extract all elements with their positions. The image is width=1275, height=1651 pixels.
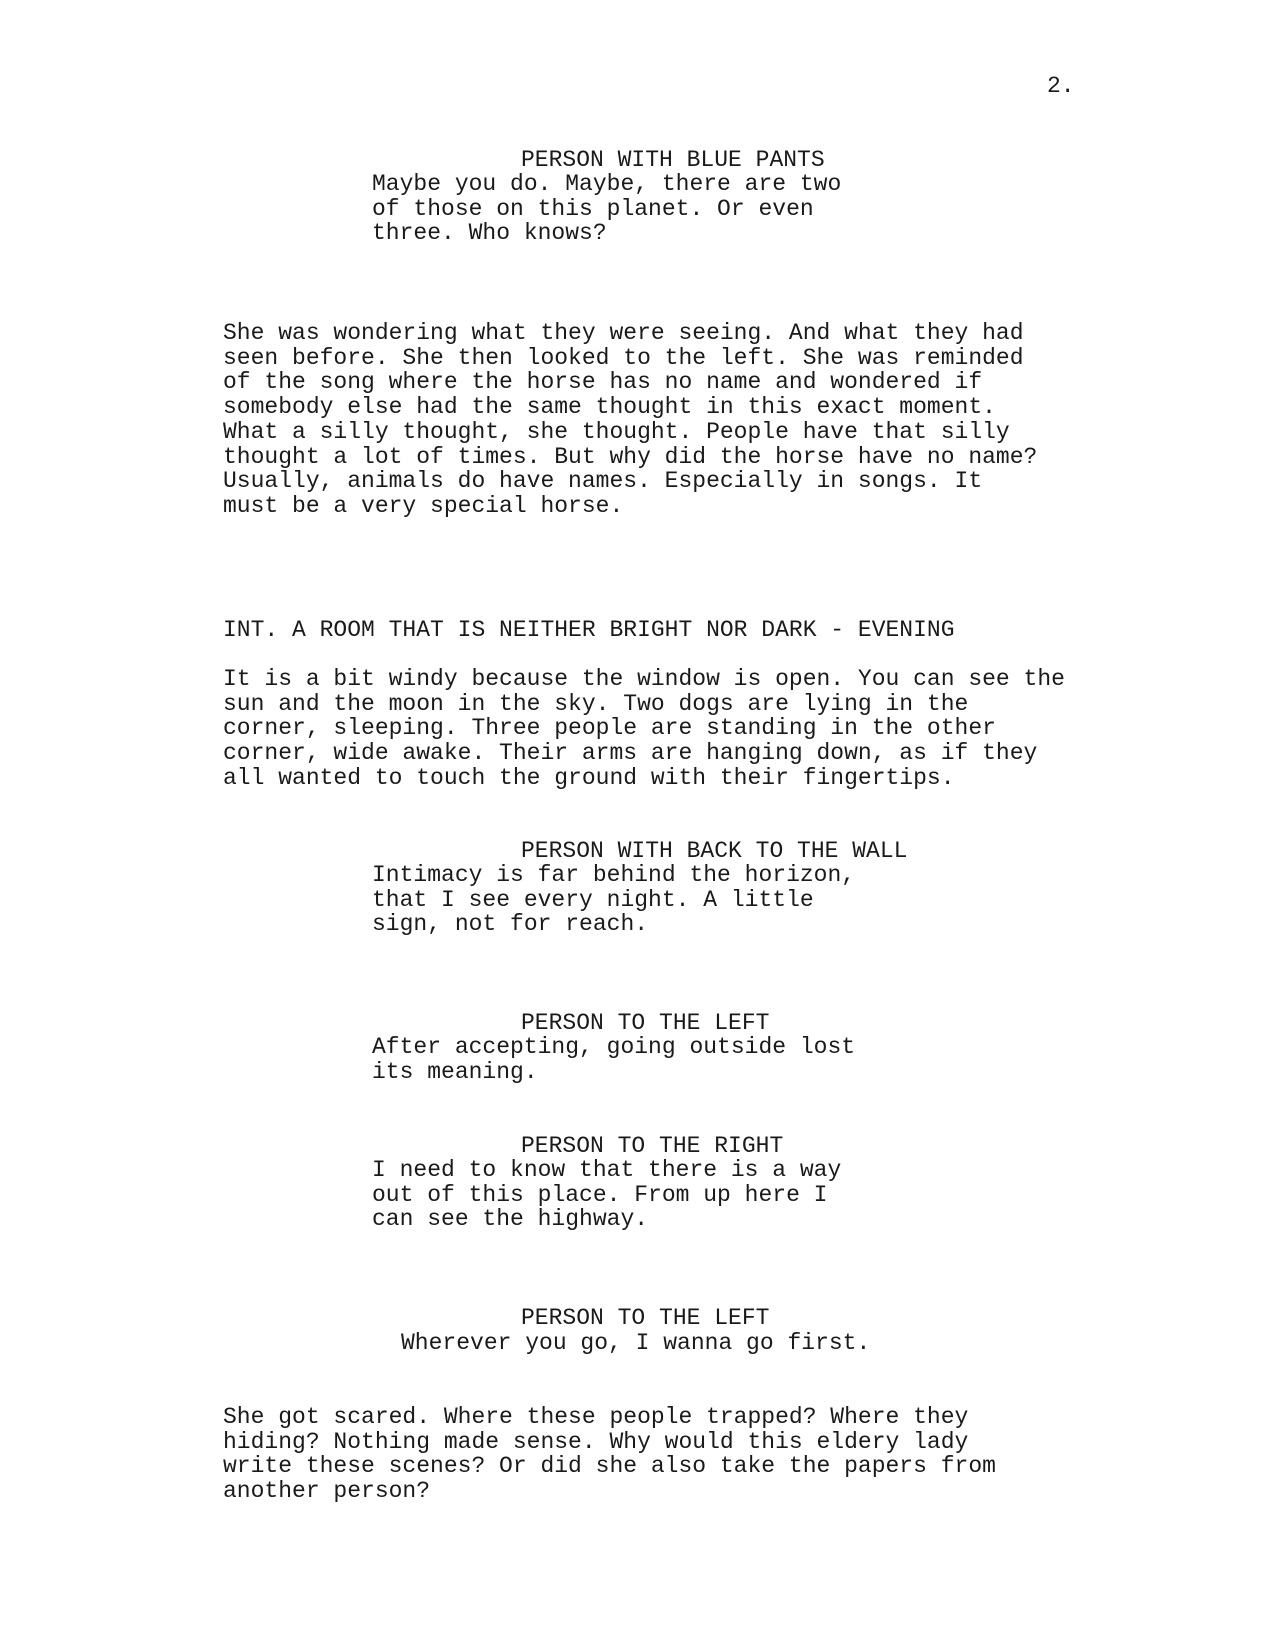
character-cue-left-2: PERSON TO THE LEFT: [521, 1305, 770, 1331]
dialogue-left-1: After accepting, going outside lost its meaning.: [372, 1034, 856, 1085]
character-cue-left-1: PERSON TO THE LEFT: [521, 1010, 770, 1036]
dialogue-right: I need to know that there is a way out of this place. From up here I can see the highway.: [372, 1157, 842, 1233]
action-paragraph-1: She was wondering what they were seeing. And what they had seen before. She then looked to the left. She was reminded of the song where the horse has no name and wondered if somebody else had the same thought in this exact moment. What a silly thought, she thought. People have that silly thought a lot of times. But why did the horse have no name? Usually, animals do have names. Especially in songs. It must be a very special horse.: [223, 320, 1038, 519]
dialogue-blue-pants: Maybe you do. Maybe, there are two of those on this planet. Or even three. Who knows?: [372, 171, 842, 247]
action-paragraph-2: It is a bit windy because the window is open. You can see the sun and the moon in the sky. Two dogs are lying in the corner, sleeping. Three people are standing in the other corner, wide awake. Their arms are hanging down, as if they all wanted to touch the ground with their fingertips.: [223, 666, 1065, 791]
page-number: 2.: [1047, 73, 1075, 99]
scene-heading: INT. A ROOM THAT IS NEITHER BRIGHT NOR DARK - EVENING: [223, 617, 955, 643]
character-cue-right: PERSON TO THE RIGHT: [521, 1133, 784, 1159]
dialogue-back-to-wall: Intimacy is far behind the horizon, that I see every night. A little sign, not for reach.: [372, 862, 856, 938]
action-paragraph-3: She got scared. Where these people trapped? Where they hiding? Nothing made sense. Why would this eldery lady write these scenes? Or did she also take the papers from another person?: [223, 1404, 996, 1505]
character-cue-blue-pants: PERSON WITH BLUE PANTS: [521, 147, 825, 173]
dialogue-left-2: Wherever you go, I wanna go first.: [401, 1330, 871, 1356]
character-cue-back-to-wall: PERSON WITH BACK TO THE WALL: [521, 838, 908, 864]
